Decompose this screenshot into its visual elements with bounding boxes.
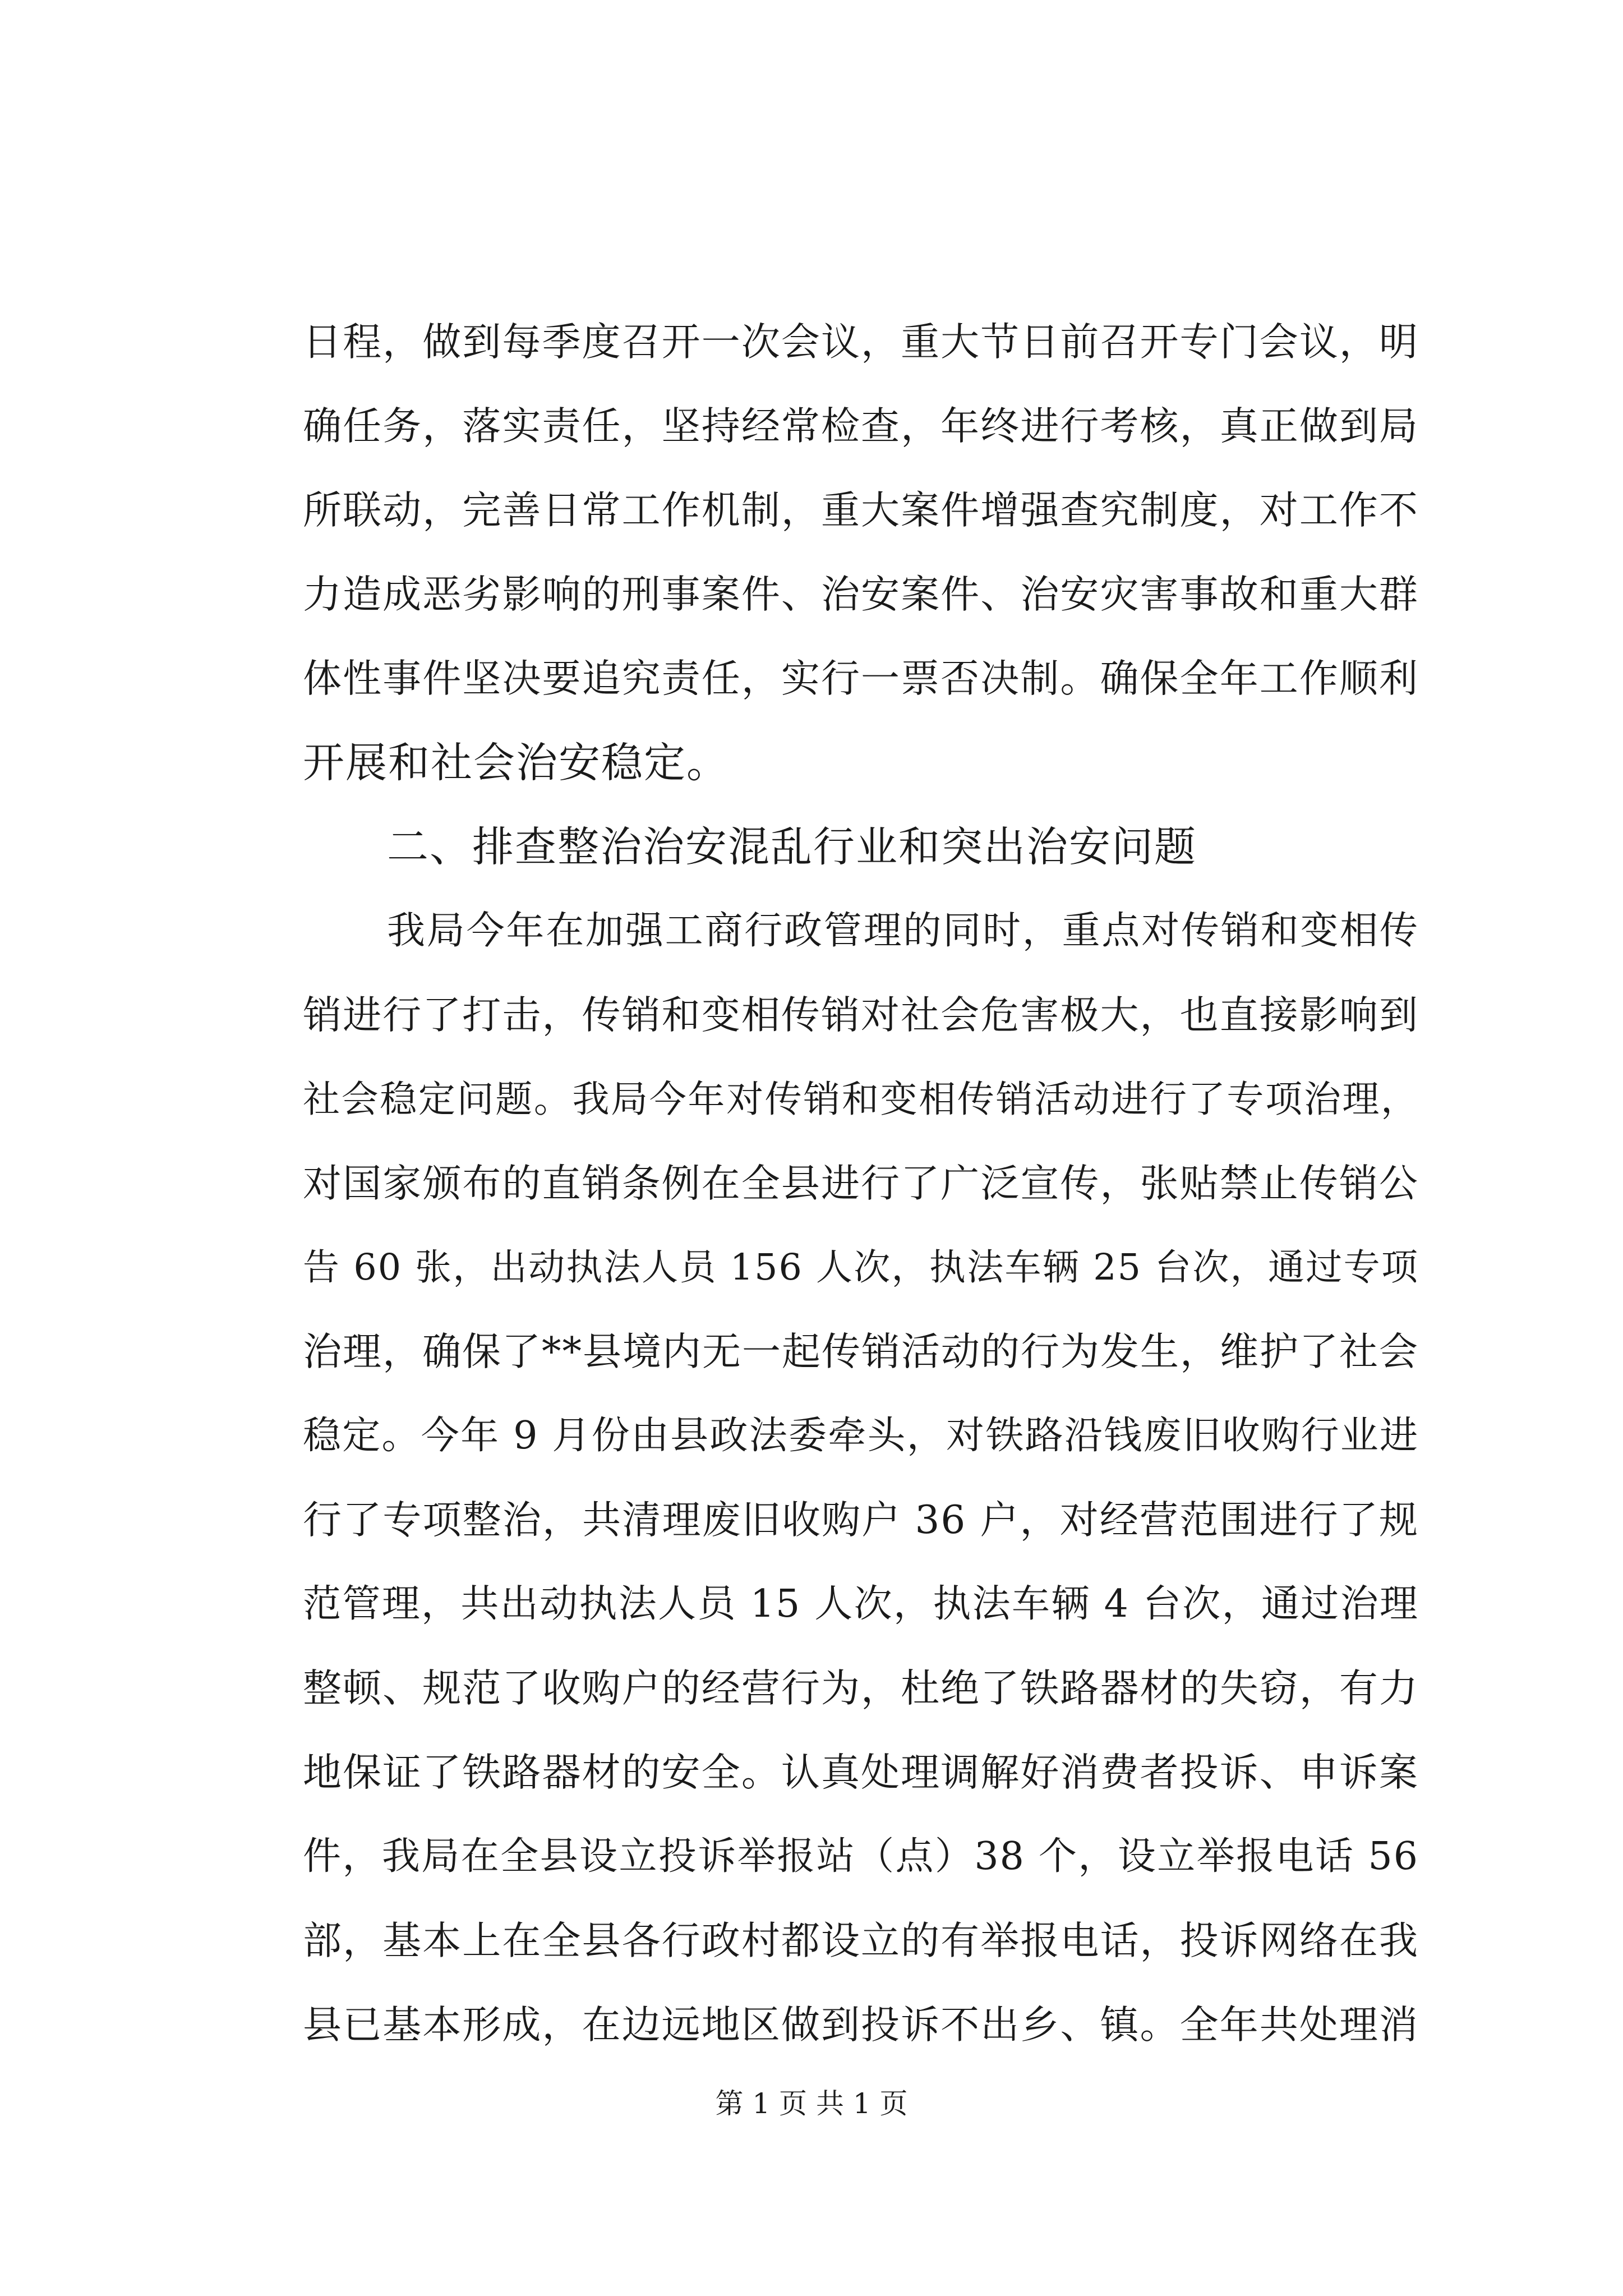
text-line: 部，基本上在全县各行政村都设立的有举报电话，投诉网络在我 — [303, 1918, 1419, 1963]
section-heading: 二、排查整治治安混乱行业和突出治安问题 — [387, 823, 1197, 871]
text-line: 社会稳定问题。我局今年对传销和变相传销活动进行了专项治理， — [303, 1078, 1419, 1121]
text-line: 县已基本形成，在边远地区做到投诉不出乡、镇。全年共处理消 — [303, 2003, 1419, 2047]
text-line: 稳定。今年 9 月份由县政法委牵头，对铁路沿钱废旧收购行业进 — [303, 1414, 1419, 1458]
text-line: 行了专项整治，共清理废旧收购户 36 户，对经营范围进行了规 — [303, 1498, 1419, 1543]
text-line: 对国家颁布的直销条例在全县进行了广泛宣传，张贴禁止传销公 — [303, 1161, 1419, 1206]
text-line: 整顿、规范了收购户的经营行为，杜绝了铁路器材的失窃，有力 — [303, 1666, 1419, 1711]
page-footer: 第 1 页 共 1 页 — [715, 2087, 908, 2120]
text-line: 我局今年在加强工商行政管理的同时，重点对传销和变相传 — [387, 909, 1419, 953]
text-line: 体性事件坚决要追究责任，实行一票否决制。确保全年工作顺利 — [303, 656, 1419, 701]
text-line: 力造成恶劣影响的刑事案件、治安案件、治安灾害事故和重大群 — [303, 572, 1419, 617]
text-line: 确任务，落实责任，坚持经常检查，年终进行考核，真正做到局 — [303, 404, 1419, 449]
text-line: 销进行了打击，传销和变相传销对社会危害极大，也直接影响到 — [303, 993, 1419, 1038]
text-line: 告 60 张，出动执法人员 156 人次，执法车辆 25 台次，通过专项 — [303, 1246, 1419, 1289]
text-line: 件，我局在全县设立投诉举报站（点）38 个，设立举报电话 56 — [303, 1834, 1419, 1879]
text-line: 治理，确保了**县境内无一起传销活动的行为发生，维护了社会 — [303, 1329, 1419, 1374]
text-line: 开展和社会治安稳定。 — [303, 739, 729, 787]
text-line: 所联动，完善日常工作机制，重大案件增强查究制度，对工作不 — [303, 488, 1419, 533]
text-line: 日程，做到每季度召开一次会议，重大节日前召开专门会议，明 — [303, 320, 1419, 365]
text-line: 范管理，共出动执法人员 15 人次，执法车辆 4 台次，通过治理 — [303, 1582, 1419, 1626]
text-line: 地保证了铁路器材的安全。认真处理调解好消费者投诉、申诉案 — [303, 1750, 1419, 1795]
